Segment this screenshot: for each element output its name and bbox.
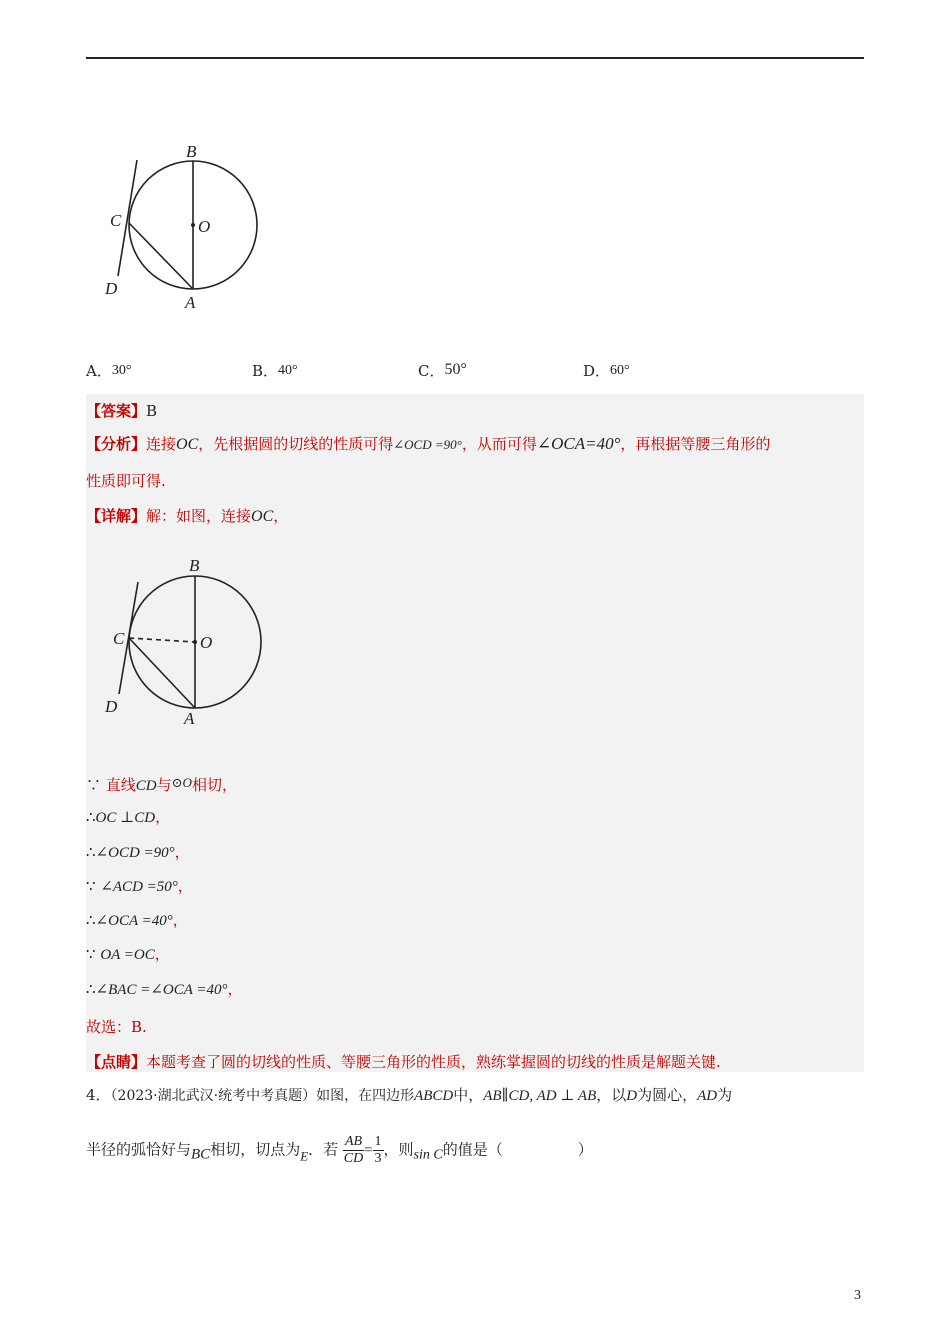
- label-o: O: [198, 217, 211, 236]
- answer-tag: 【答案】: [86, 402, 147, 420]
- page-number: 3: [854, 1288, 861, 1303]
- analysis-line-1: 【分析】连接OC，先根据圆的切线的性质可得∠OCD =90°，从而可得∠OCA=40°，再根据等腰三角形的: [86, 434, 771, 453]
- dashed-segment-oc: [129, 638, 195, 642]
- option-a[interactable]: A．30°: [86, 362, 132, 380]
- label-b: B: [189, 556, 200, 575]
- option-c[interactable]: C．50°: [418, 361, 467, 380]
- circle-figure-2: [100, 552, 280, 732]
- label-c: C: [110, 211, 122, 230]
- label-a: A: [184, 709, 195, 728]
- circle-figure-1: [100, 140, 280, 320]
- step-2: ∴OC ⊥CD，: [86, 808, 171, 826]
- question-4-line-1: 4．（2023·湖北武汉·统考中考真题）如图，在四边形ABCD中，AB∥CD, AD ⊥ AB，以D为圆心，AD为: [86, 1086, 733, 1104]
- step-7: ∴∠BAC =∠OCA =40°，: [86, 980, 243, 998]
- label-d: D: [105, 279, 118, 298]
- segment-ca: [129, 223, 193, 289]
- option-d[interactable]: D．60°: [583, 362, 630, 380]
- analysis-line-2: 性质即可得.: [86, 472, 166, 490]
- center-point: [193, 640, 197, 644]
- label-c: C: [113, 629, 125, 648]
- step-1: ∵ 直线CD与⊙O相切，: [86, 775, 237, 794]
- label-d: D: [105, 697, 118, 716]
- solution-panel: [86, 394, 864, 1072]
- segment-ca: [129, 638, 195, 708]
- label-o: O: [200, 633, 213, 652]
- fraction-ab-cd: $\frac{AB}{CD}$: [343, 1134, 364, 1166]
- step-3: ∴∠OCD =90°，: [86, 843, 190, 861]
- detail-line: 【详解】解：如图，连接OC，: [86, 507, 289, 525]
- choice-line: 故选：B.: [86, 1018, 147, 1036]
- option-b[interactable]: B．40°: [252, 362, 298, 380]
- label-b: B: [186, 142, 197, 161]
- step-5: ∴∠OCA =40°，: [86, 911, 188, 929]
- answer-text: B: [146, 402, 158, 420]
- header-rule: [86, 57, 864, 59]
- step-6: ∵ OA =OC，: [86, 945, 170, 963]
- question-4-line-2: 半径的弧恰好与BC相切，切点为E．若 $\frac{AB}{CD}$ = $\frac{1}{3}$ ，则sin C的值是（ ）: [86, 1134, 593, 1166]
- answer-line: [86, 400, 157, 421]
- step-4: ∵ ∠ACD =50°，: [86, 877, 193, 895]
- fraction-one-third: $\frac{1}{3}$: [374, 1134, 382, 1166]
- answer-options: [86, 360, 864, 384]
- label-a: A: [185, 293, 196, 312]
- comment-line: 【点睛】本题考查了圆的切线的性质、等腰三角形的性质，熟练掌握圆的切线的性质是解题关键.: [86, 1053, 721, 1071]
- center-point: [191, 223, 195, 227]
